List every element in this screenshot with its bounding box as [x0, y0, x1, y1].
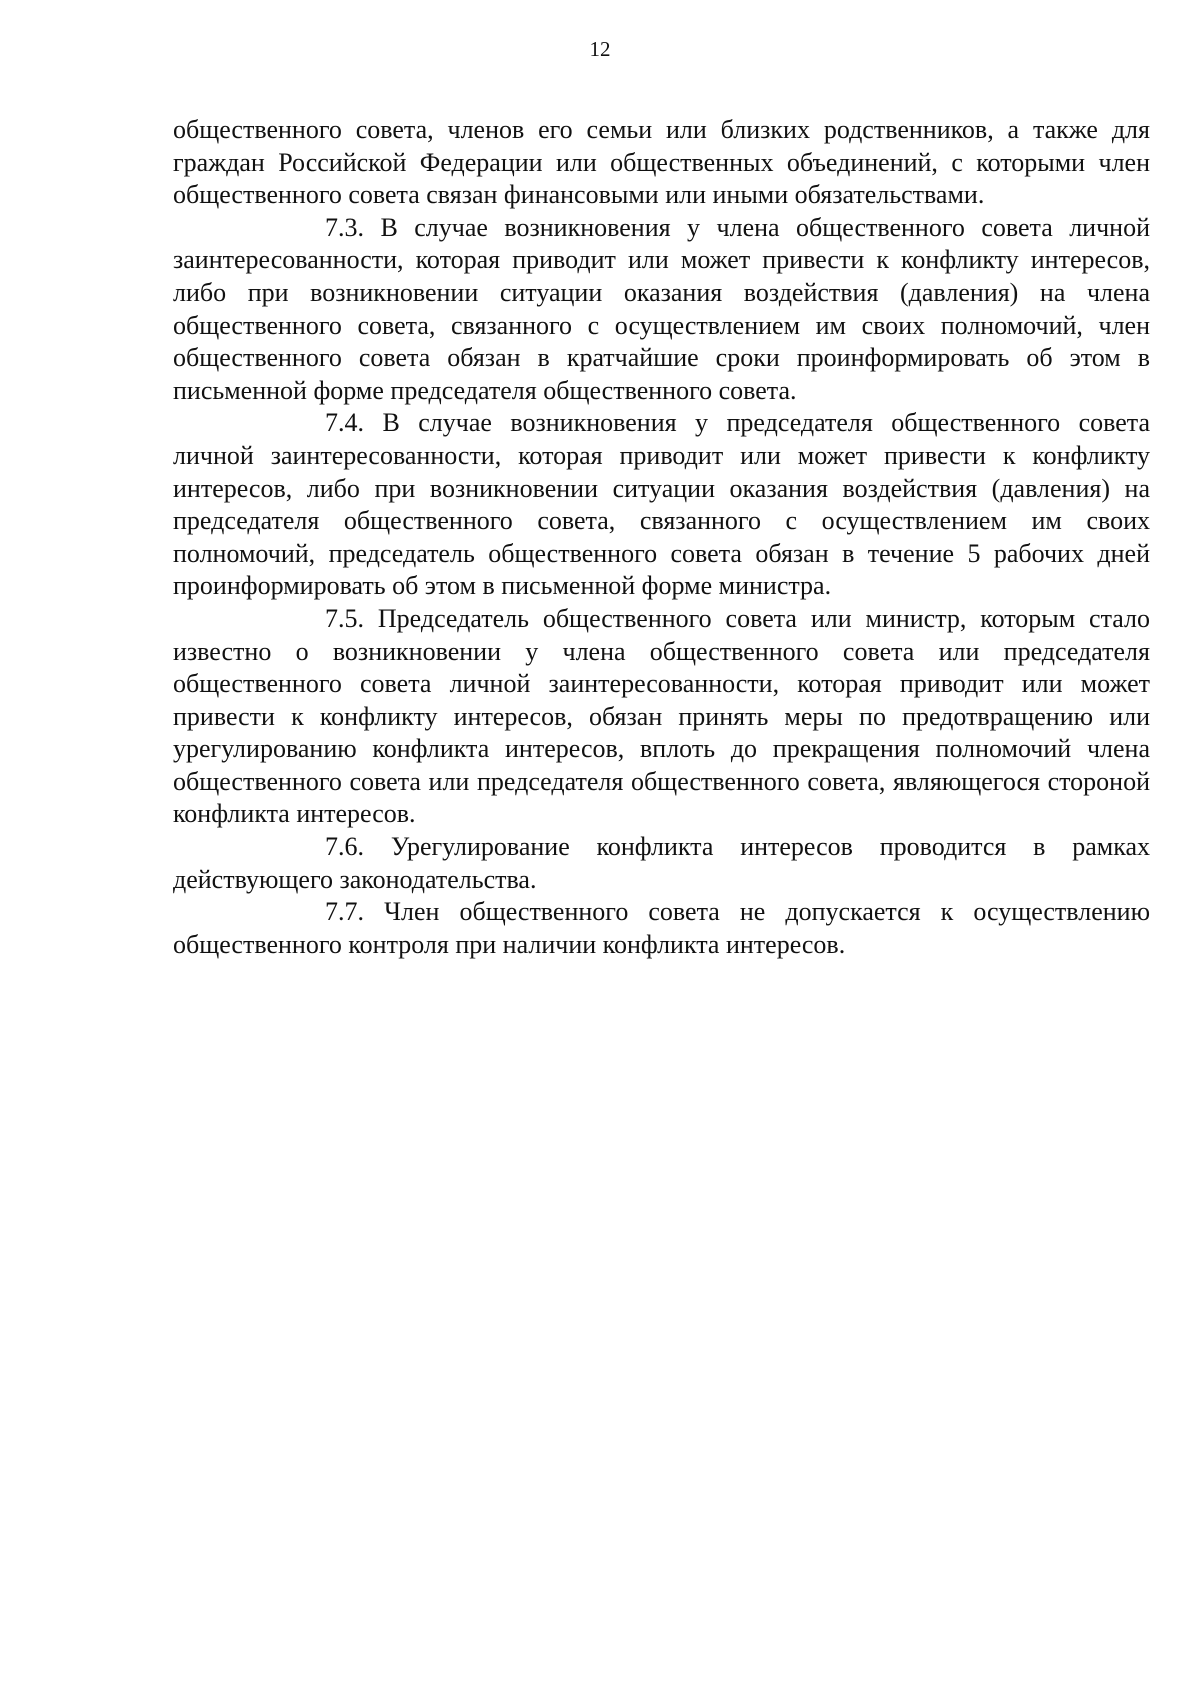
document-body — [173, 114, 1150, 961]
paragraph-number: 7.4. — [325, 408, 364, 438]
paragraph-number: 7.7. — [325, 897, 364, 927]
paragraph-text: В случае возникновения у члена общественного совета личной заинтересованности, которая приводит или может привести к конфликту интересов, либо при возникновении ситуации оказания воздействия (давления) на члена общественного совета, связанного с осуществлением им своих полномочий, член общественного совета обязан в кратчайшие сроки проинформировать об этом в письменной форме председателя общественного совета. — [173, 212, 1150, 405]
paragraph-continuation — [173, 114, 1150, 212]
paragraph-text: В случае возникновения у председателя общественного совета личной заинтересованности, которая приводит или может привести к конфликту интересов, либо при возникновении ситуации оказания воздействия (давления) на председателя общественного совета, связанного с осуществлением им своих полномочий, председатель общественного совета обязан в течение 5 рабочих дней проинформировать об этом в письменной форме министра. — [173, 408, 1151, 601]
page-number: 12 — [589, 37, 611, 61]
paragraph-text: Председатель общественного совета или министр, которым стало известно о возникновении у члена общественного совета или председателя общественного совета личной заинтересованности, которая приводит или может привести к конфликту интересов, обязан принять меры по предотвращению или урегулированию конфликта интересов, вплоть до прекращения полномочий члена общественного совета или председателя общественного совета, являющегося стороной конфликта интересов. — [173, 603, 1151, 829]
paragraph-text: Урегулирование конфликта интересов проводится в рамках действующего законодательства. — [173, 832, 1151, 894]
paragraph-number: 7.3. — [325, 212, 364, 242]
paragraph-7-6 — [173, 831, 1150, 896]
paragraph-7-4 — [173, 407, 1150, 603]
paragraph-7-7 — [173, 896, 1150, 961]
paragraph-text: Член общественного совета не допускается к осуществлению общественного контроля при наличии конфликта интересов. — [173, 897, 1150, 959]
paragraph-7-3 — [173, 212, 1150, 408]
paragraph-number: 7.5. — [325, 603, 364, 633]
paragraph-number: 7.6. — [325, 832, 364, 862]
paragraph-7-5 — [173, 603, 1150, 831]
paragraph-text: общественного совета, членов его семьи или близких родственников, а также для граждан Российской Федерации или общественных объединений, с которыми член общественного совета связан финансовыми или иными обязательствами. — [173, 115, 1150, 210]
